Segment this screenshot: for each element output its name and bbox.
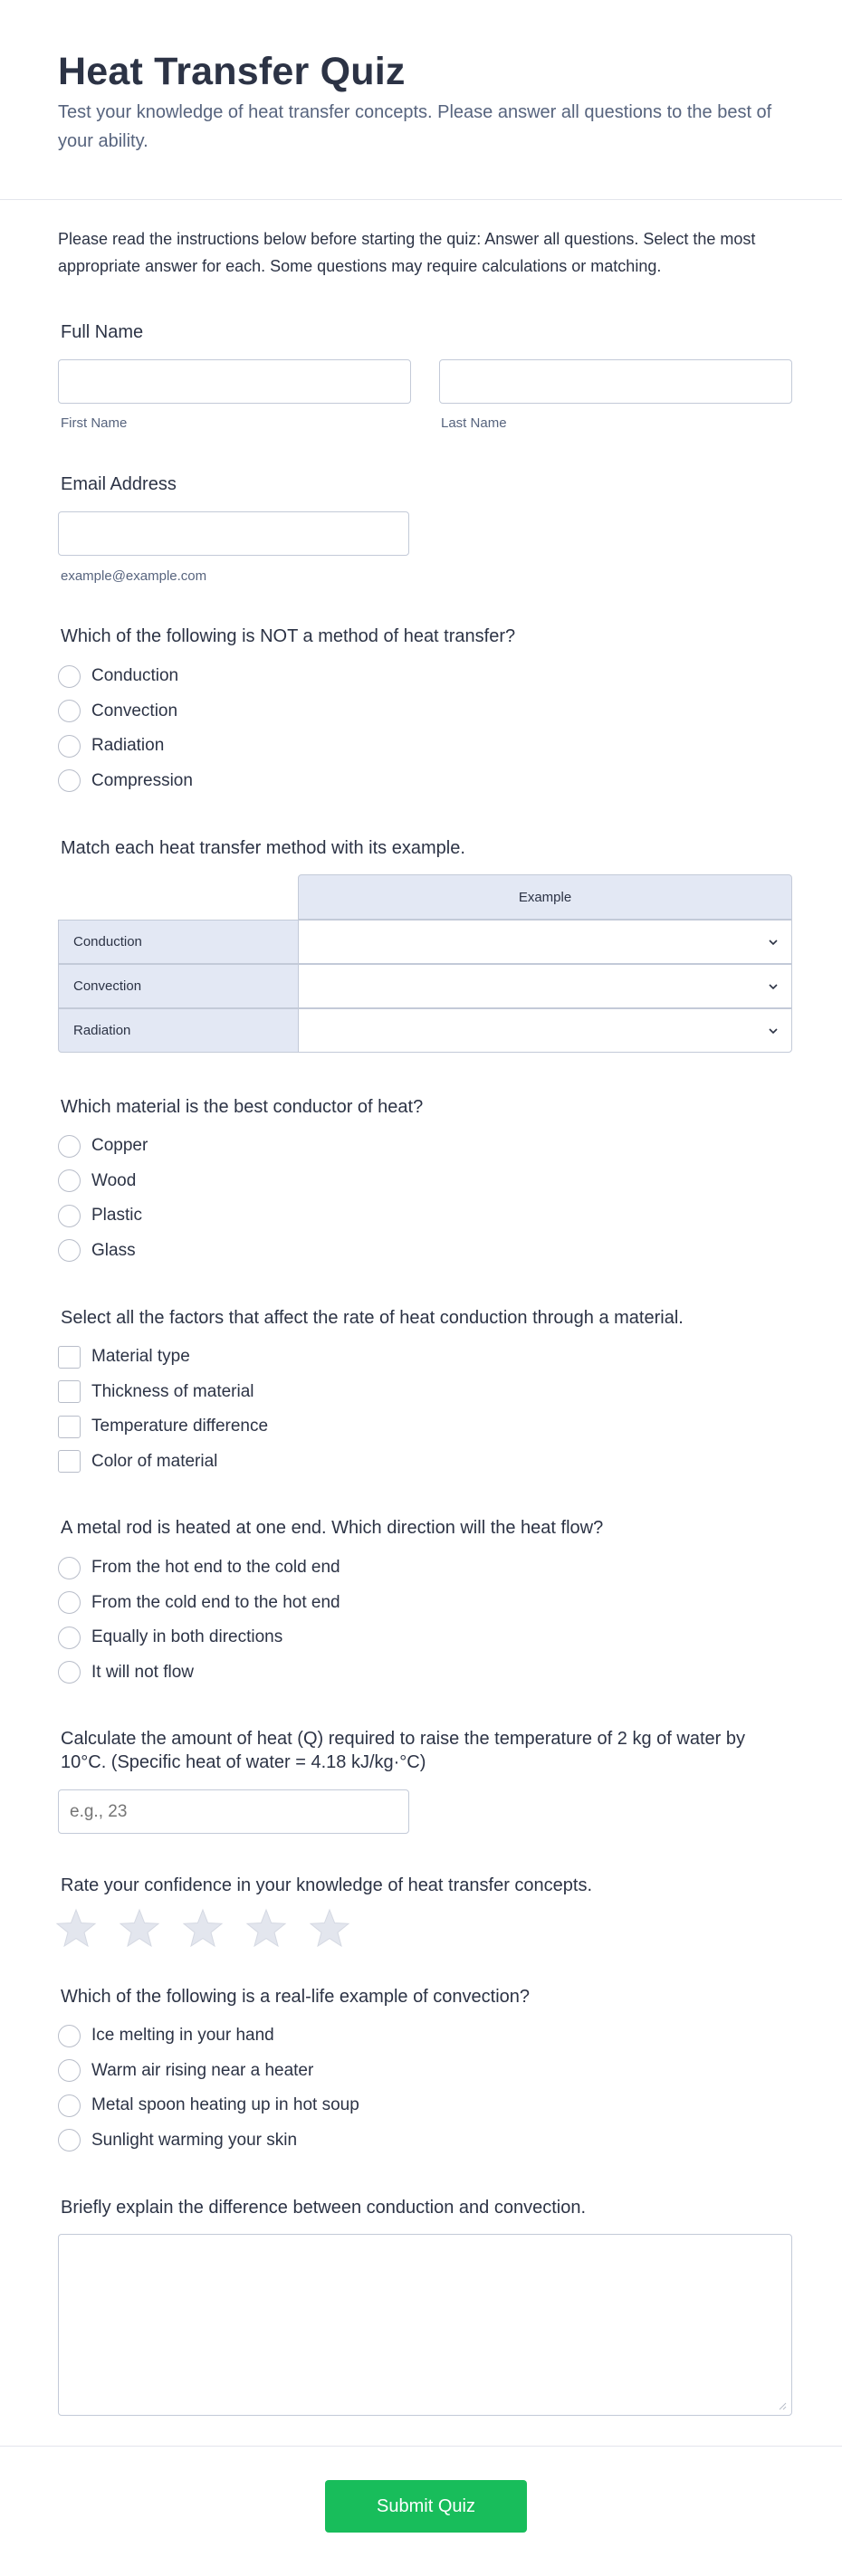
question-2-label: Match each heat transfer method with its example.: [61, 838, 465, 858]
radio-button[interactable]: [58, 1591, 81, 1614]
star-icon[interactable]: [244, 1907, 288, 1949]
radio-button[interactable]: [58, 735, 81, 758]
submit-button[interactable]: Submit Quiz: [325, 2480, 527, 2533]
radio-button[interactable]: [58, 2059, 81, 2082]
option-temperature-difference[interactable]: Temperature difference: [58, 1409, 268, 1445]
radio-button[interactable]: [58, 769, 81, 792]
option-material-type[interactable]: Material type: [58, 1340, 268, 1375]
option-no-flow[interactable]: It will not flow: [58, 1655, 340, 1691]
radio-button[interactable]: [58, 1135, 81, 1158]
option-copper[interactable]: Copper: [58, 1129, 148, 1164]
radio-button[interactable]: [58, 2129, 81, 2151]
radio-button[interactable]: [58, 2025, 81, 2047]
last-name-input[interactable]: [439, 359, 792, 404]
star-icon[interactable]: [54, 1907, 98, 1949]
instructions-text: Please read the instructions below before starting the quiz: Answer all questions. Select the most appropriate answer for each. Some questions may require calculations or matching.: [58, 230, 756, 275]
question-8-label: Which of the following is a real-life example of convection?: [61, 1987, 531, 2007]
form-header: [0, 0, 842, 200]
star-icon[interactable]: [308, 1907, 351, 1949]
option-color[interactable]: Color of material: [58, 1445, 268, 1480]
radio-button[interactable]: [58, 1627, 81, 1649]
email-label: Email Address: [61, 474, 177, 494]
matrix-row-label: Conduction: [58, 920, 299, 964]
option-glass[interactable]: Glass: [58, 1234, 148, 1269]
radio-button[interactable]: [58, 665, 81, 688]
option-hot-to-cold[interactable]: From the hot end to the cold end: [58, 1550, 340, 1586]
question-4-options: [58, 1340, 268, 1479]
question-9-label: Briefly explain the difference between conduction and convection.: [61, 2198, 587, 2218]
radio-button[interactable]: [58, 1557, 81, 1579]
option-cold-to-hot[interactable]: From the cold end to the hot end: [58, 1586, 340, 1621]
option-plastic[interactable]: Plastic: [58, 1198, 148, 1234]
matrix-select-convection[interactable]: [298, 964, 792, 1008]
radio-button[interactable]: [58, 700, 81, 722]
checkbox[interactable]: [58, 1450, 81, 1473]
email-sublabel: example@example.com: [61, 568, 207, 584]
star-icon[interactable]: [181, 1907, 225, 1949]
option-sunlight[interactable]: Sunlight warming your skin: [58, 2123, 359, 2159]
radio-button[interactable]: [58, 1661, 81, 1684]
matrix-select-conduction[interactable]: [298, 920, 792, 964]
question-3-label: Which material is the best conductor of heat?: [61, 1097, 424, 1117]
matrix-row: [58, 920, 792, 964]
form-title: Heat Transfer Quiz: [58, 50, 406, 93]
question-4-label: Select all the factors that affect the rate of heat conduction through a material.: [61, 1308, 684, 1328]
star-icon[interactable]: [118, 1907, 161, 1949]
last-name-sublabel: Last Name: [441, 415, 507, 431]
question-5-label: A metal rod is heated at one end. Which direction will the heat flow?: [61, 1518, 604, 1538]
checkbox[interactable]: [58, 1346, 81, 1369]
matrix-select-radiation[interactable]: [298, 1008, 792, 1053]
question-7-label: Rate your confidence in your knowledge of heat transfer concepts.: [61, 1875, 593, 1895]
chevron-down-icon: [768, 937, 779, 948]
question-8-options: [58, 2018, 359, 2158]
form-subtitle: Test your knowledge of heat transfer concepts. Please answer all questions to the best of your ability.: [58, 102, 772, 151]
radio-button[interactable]: [58, 1169, 81, 1192]
option-convection[interactable]: Convection: [58, 694, 193, 730]
option-thickness[interactable]: Thickness of material: [58, 1375, 268, 1410]
matrix-row-label: Convection: [58, 964, 299, 1008]
matrix-row: [58, 1008, 792, 1053]
heat-answer-input[interactable]: [58, 1789, 409, 1834]
star-rating: [54, 1907, 351, 1949]
matrix-row-label: Radiation: [58, 1008, 299, 1053]
chevron-down-icon: [768, 981, 779, 992]
checkbox[interactable]: [58, 1416, 81, 1438]
radio-button[interactable]: [58, 1239, 81, 1262]
form-footer: [0, 2446, 842, 2576]
first-name-input[interactable]: [58, 359, 411, 404]
question-1-options: [58, 659, 193, 798]
full-name-label: Full Name: [61, 322, 144, 342]
option-radiation[interactable]: Radiation: [58, 729, 193, 764]
option-wood[interactable]: Wood: [58, 1164, 148, 1199]
resize-grip-icon[interactable]: [778, 2401, 787, 2410]
chevron-down-icon: [768, 1026, 779, 1036]
checkbox[interactable]: [58, 1380, 81, 1403]
option-conduction[interactable]: Conduction: [58, 659, 193, 694]
option-both-directions[interactable]: Equally in both directions: [58, 1620, 340, 1655]
option-ice-melting[interactable]: Ice melting in your hand: [58, 2018, 359, 2054]
question-5-options: [58, 1550, 340, 1690]
matrix-column-header: Example: [298, 874, 792, 920]
question-1-label: Which of the following is NOT a method of heat transfer?: [61, 626, 516, 646]
matrix-row: [58, 964, 792, 1008]
explanation-textarea[interactable]: [58, 2234, 792, 2416]
radio-button[interactable]: [58, 1205, 81, 1227]
email-input[interactable]: [58, 511, 409, 556]
option-metal-spoon[interactable]: Metal spoon heating up in hot soup: [58, 2088, 359, 2123]
option-warm-air-rising[interactable]: Warm air rising near a heater: [58, 2054, 359, 2089]
radio-button[interactable]: [58, 2094, 81, 2117]
question-3-options: [58, 1129, 148, 1268]
option-compression[interactable]: Compression: [58, 764, 193, 799]
question-6-label: Calculate the amount of heat (Q) required to raise the temperature of 2 kg of water by 10°C. (Specific heat of water = 4.18 kJ/kg·°C): [61, 1729, 745, 1772]
first-name-sublabel: First Name: [61, 415, 128, 431]
